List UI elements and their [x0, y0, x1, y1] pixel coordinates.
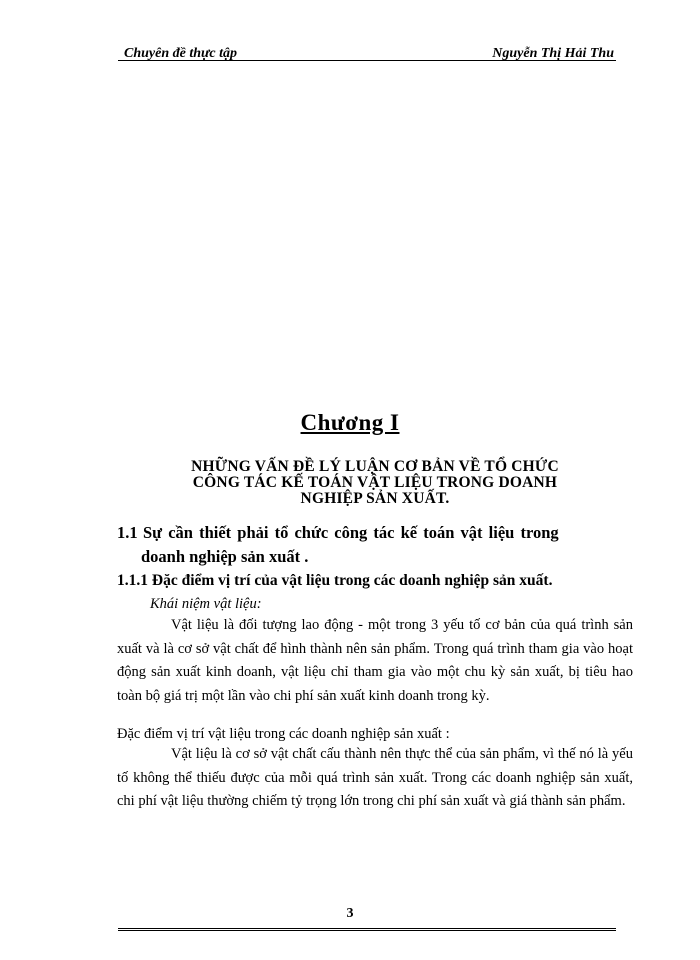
section-heading-line: Sự cần thiết phải tổ chức công tác kế toán vật liệu trong: [143, 523, 559, 542]
section-heading-1-1-1: 1.1.1 Đặc điểm vị trí của vật liệu trong các doanh nghiệp sản xuất.: [117, 572, 553, 589]
footer-rule: [118, 928, 616, 931]
chapter-subtitle-line: CÔNG TÁC KẾ TOÁN VẬT LIỆU TRONG DOANH: [192, 474, 558, 491]
chapter-subtitle-line: NHỮNG VẤN ĐỀ LÝ LUẬN CƠ BẢN VỀ TỔ CHỨC: [191, 458, 559, 475]
header-author-name: Nguyễn Thị Hải Thu: [492, 46, 614, 61]
concept-paragraph: Vật liệu là đối tượng lao động - một trong 3 yếu tố cơ bản của quá trình sản xuất và là cơ sở vật chất để hình thành nên sản phẩm. Trong quá trình tham gia vào hoạt động sản xuất kinh doanh, vật liệu chỉ tham gia vào một chu kỳ sản xuất, bị tiêu hao toàn bộ giá trị một lần vào chi phí sản xuất kinh doanh trong kỳ.: [117, 617, 633, 704]
chapter-subtitle-line: NGHIỆP SẢN XUẤT.: [300, 490, 450, 507]
header-left-title: Chuyên đề thực tập: [124, 46, 238, 61]
position-label: Đặc điểm vị trí vật liệu trong các doanh nghiệp sản xuất :: [117, 726, 450, 742]
position-paragraph: Vật liệu là cơ sở vật chất cấu thành nên thực thể của sản phẩm, vì thế nó là yếu tố không thể thiếu được của mỗi quá trình sản xuất. Trong các doanh nghiệp sản xuất, chi phí vật liệu thường chiếm tỷ trọng lớn trong chi phí sản xuất và giá thành sản phẩm.: [117, 746, 633, 809]
page-number: 3: [346, 906, 354, 921]
section-number: 1.1: [117, 523, 138, 542]
section-heading-line: doanh nghiệp sản xuất .: [141, 547, 309, 566]
chapter-subtitle: [120, 459, 630, 507]
chapter-title: Chương I: [300, 410, 400, 435]
concept-heading: Khái niệm vật liệu:: [150, 596, 262, 612]
running-header: [118, 40, 616, 61]
